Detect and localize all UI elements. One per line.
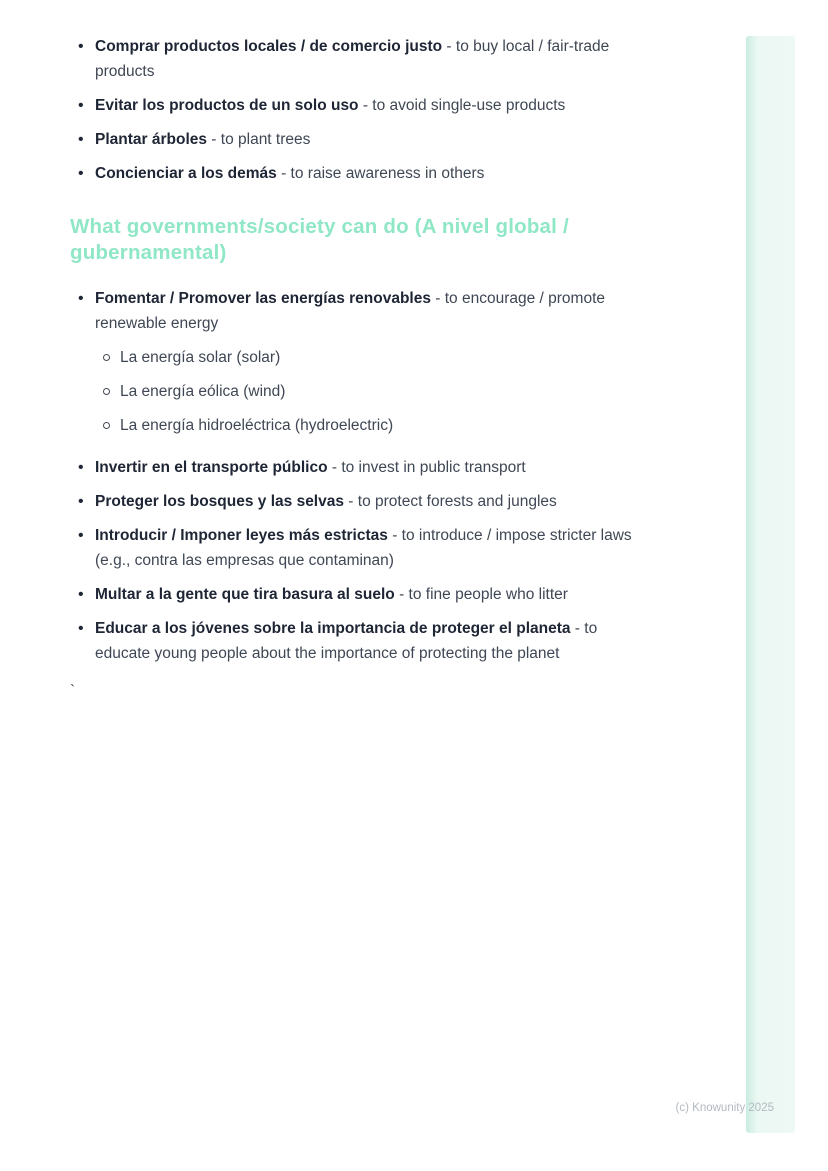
sub-list-item: La energía solar (solar)	[120, 345, 636, 370]
definition-en: - to raise awareness in others	[276, 165, 485, 182]
list-item	[95, 161, 636, 186]
definition-en: - to encourage / promote renewable energy	[95, 290, 606, 332]
stray-backtick: `	[70, 683, 76, 700]
term-es: Multar a la gente que tira basura al suelo	[95, 586, 395, 603]
term-es: Invertir en el transporte público	[95, 459, 328, 476]
term-es: Fomentar / Promover las energías renovables	[95, 290, 431, 307]
definition-en: - to buy local / fair-trade products	[95, 38, 610, 80]
definition-en: - to fine people who litter	[394, 586, 568, 603]
term-es: Introducir / Imponer leyes más estrictas	[95, 527, 388, 544]
term-es: Evitar los productos de un solo uso	[95, 97, 359, 114]
definition-en: - to protect forests and jungles	[343, 493, 557, 510]
sub-list-item: La energía eólica (wind)	[120, 379, 636, 404]
term-es: Plantar árboles	[95, 131, 207, 148]
energy-sub-list	[95, 345, 636, 438]
term-es: Proteger los bosques y las selvas	[95, 493, 344, 510]
document-content	[70, 34, 636, 704]
list-item	[95, 616, 636, 666]
copyright-footer: (c) Knowunity 2025	[675, 1102, 774, 1114]
scrollbar-track[interactable]	[746, 36, 795, 1133]
definition-en: - to plant trees	[207, 131, 311, 148]
definition-en: - to invest in public transport	[327, 459, 526, 476]
term-es: Educar a los jóvenes sobre la importancia de proteger el planeta	[95, 620, 571, 637]
list-item	[95, 582, 636, 607]
list-item	[95, 489, 636, 514]
list-item	[95, 455, 636, 480]
list-item	[95, 93, 636, 118]
definition-en: - to introduce / impose stricter laws (e.g., contra las empresas que contaminan)	[95, 527, 632, 569]
definition-en: - to educate young people about the importance of protecting the planet	[95, 620, 598, 662]
vocab-list-government	[70, 286, 636, 666]
list-item	[95, 523, 636, 573]
list-item	[95, 34, 636, 84]
list-item	[95, 286, 636, 438]
section-heading: What governments/society can do (A nivel global / gubernamental)	[70, 215, 569, 264]
definition-en: - to avoid single-use products	[358, 97, 566, 114]
term-es: Concienciar a los demás	[95, 165, 277, 182]
term-es: Comprar productos locales / de comercio justo	[95, 38, 443, 55]
sub-list-item: La energía hidroeléctrica (hydroelectric)	[120, 413, 636, 438]
list-item	[95, 127, 636, 152]
vocab-list-individual	[70, 34, 636, 186]
